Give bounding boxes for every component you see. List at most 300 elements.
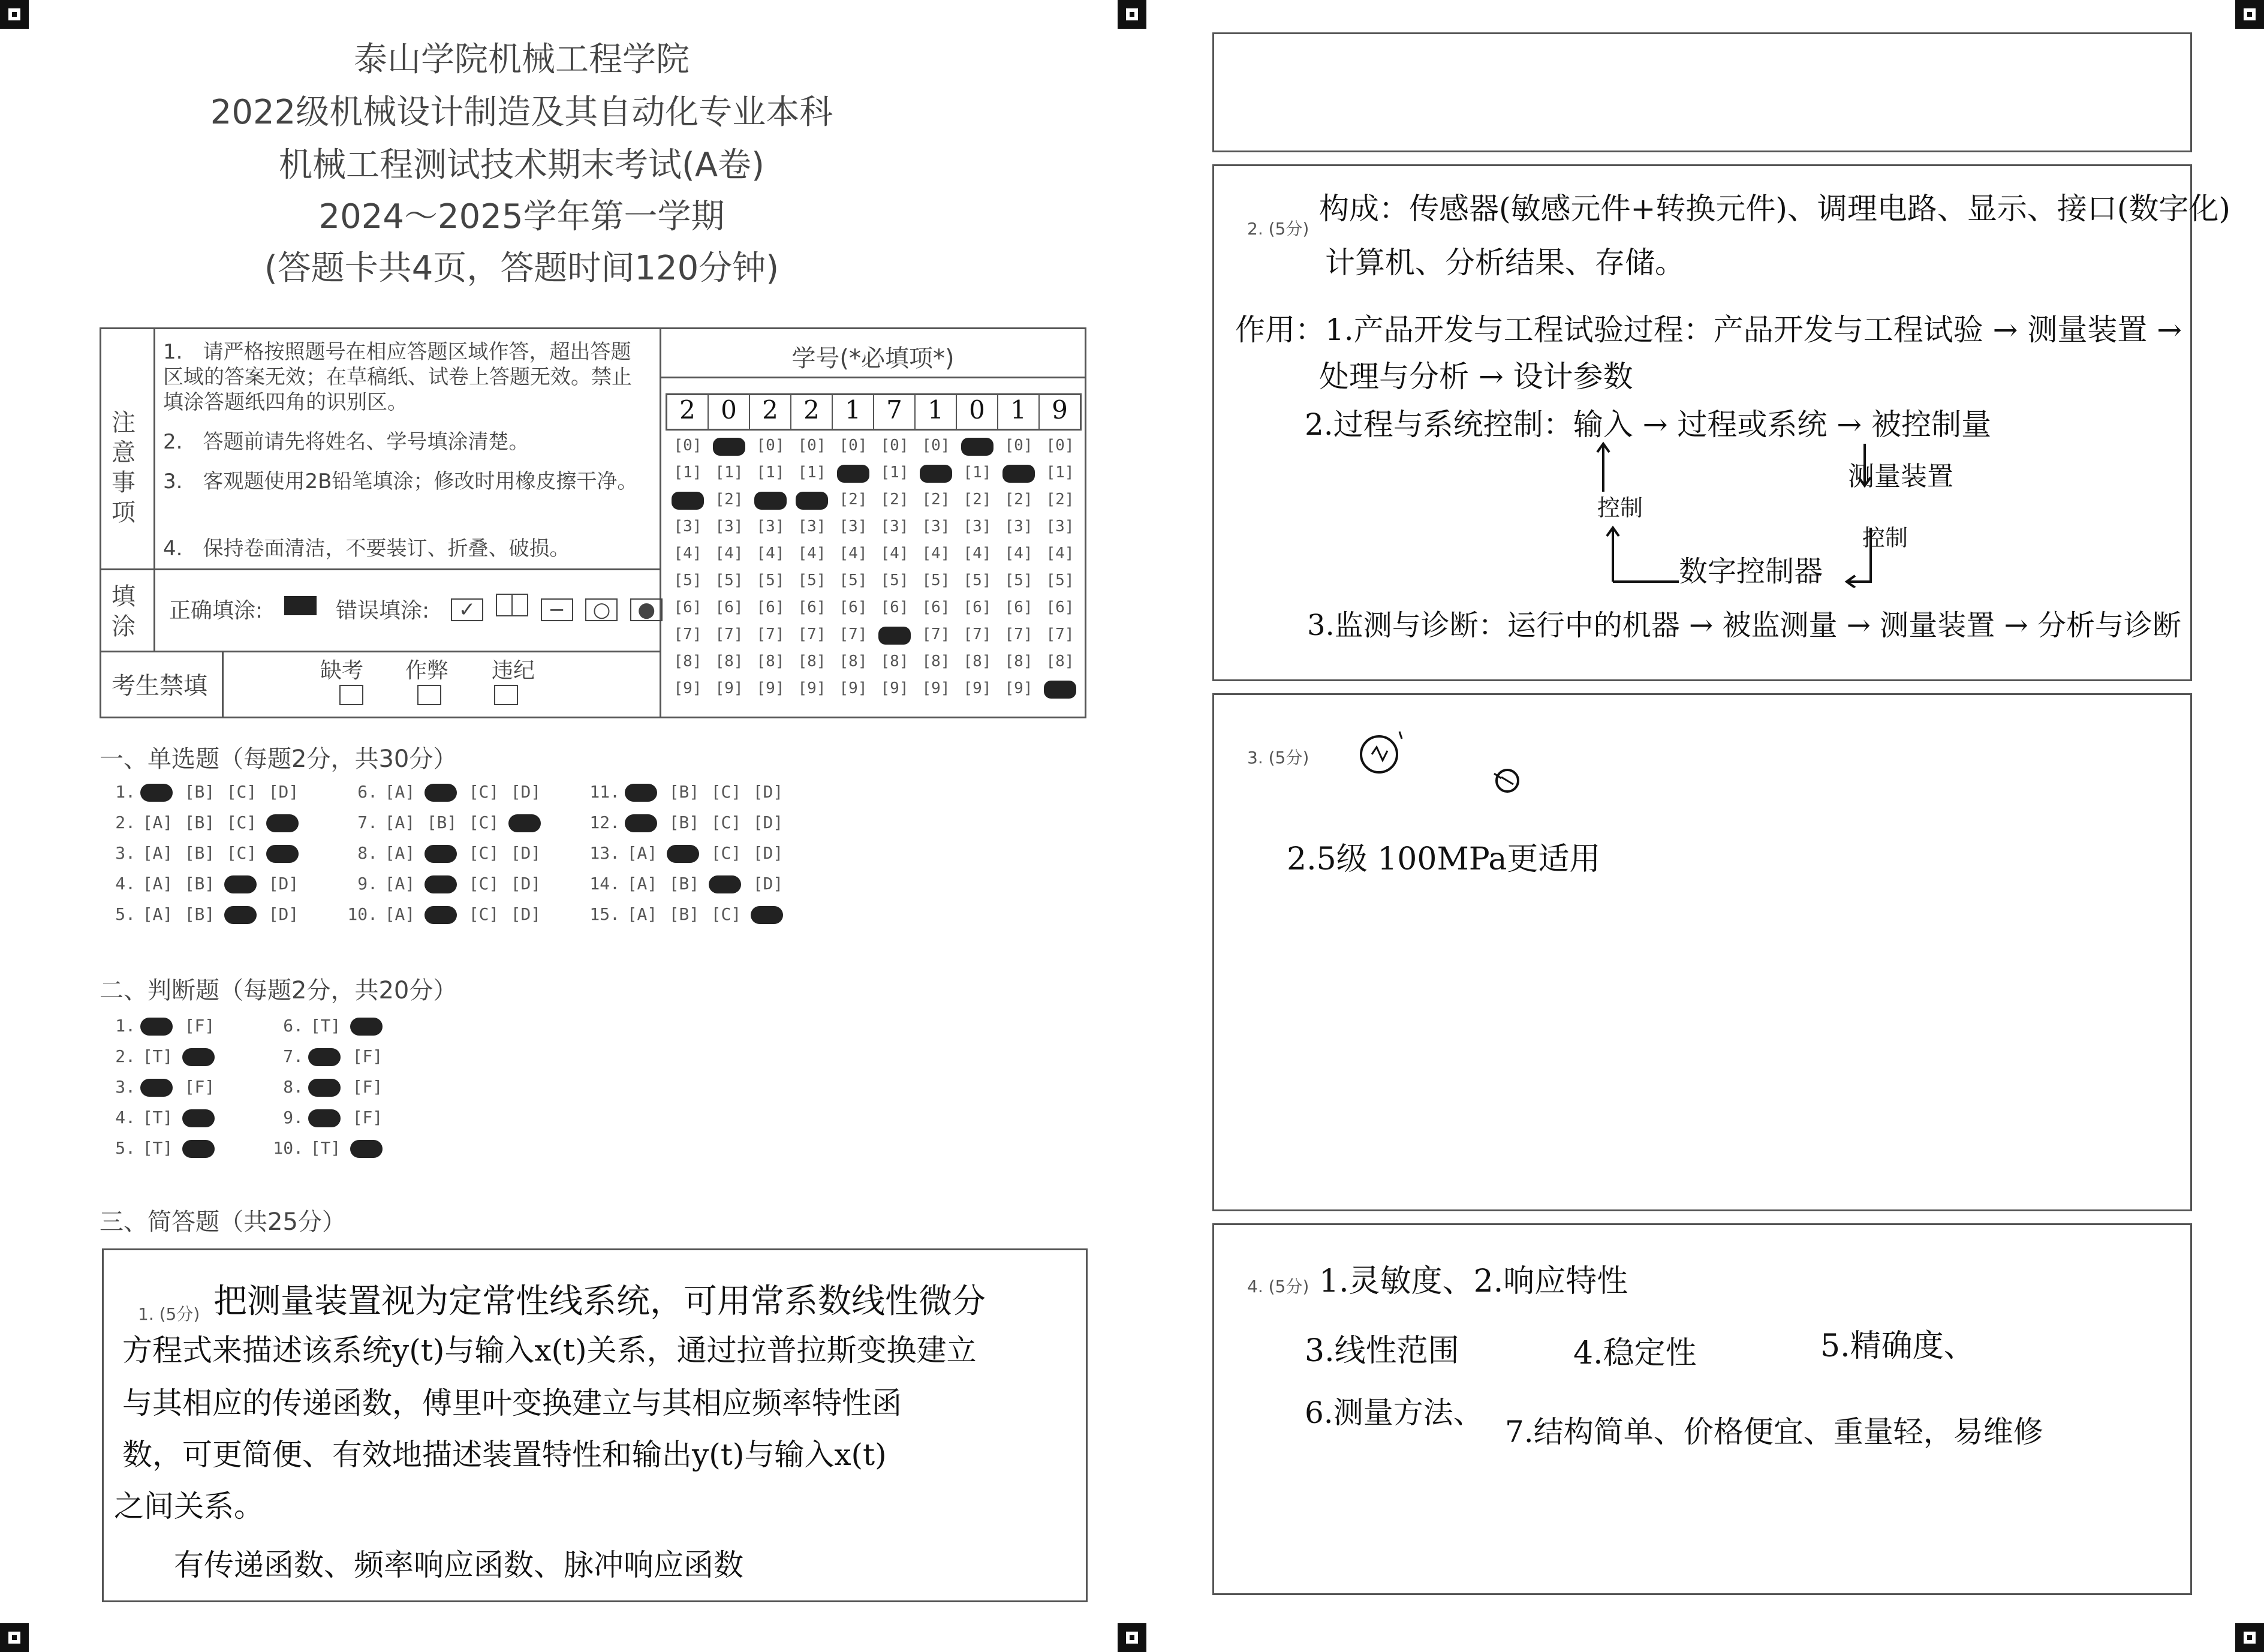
student-id-bubble[interactable]: [6]: [922, 598, 950, 616]
option-bubble[interactable]: [F]: [352, 1108, 383, 1127]
question-number: 13.: [589, 843, 620, 863]
student-id-bubble[interactable]: [9]: [1004, 679, 1033, 697]
student-id-bubble[interactable]: [1]: [715, 464, 743, 482]
filled-bubble[interactable]: [308, 1079, 341, 1097]
student-id-bubble[interactable]: [9]: [880, 679, 909, 697]
student-id-bubble[interactable]: [0]: [673, 437, 702, 455]
option-bubble[interactable]: [D]: [510, 904, 541, 924]
option-bubble[interactable]: [C]: [710, 904, 742, 924]
option-bubble[interactable]: [B]: [184, 904, 215, 924]
q1-line-2: 方程式来描述该系统y(t)与输入x(t)关系，通过拉普拉斯变换建立: [122, 1333, 977, 1368]
student-id-bubble-filled[interactable]: [669, 491, 706, 512]
filled-bubble[interactable]: [224, 875, 257, 893]
student-id-bubble[interactable]: [9]: [839, 679, 868, 697]
question-number: 4.: [115, 1108, 136, 1127]
correct-fill-sample: [284, 596, 317, 615]
option-bubble[interactable]: [C]: [710, 813, 742, 832]
q1-line-6: 有传递函数、频率响应函数、脉冲响应函数: [174, 1548, 743, 1582]
filled-bubble[interactable]: [424, 906, 457, 924]
filled-mark: [920, 465, 952, 483]
choice-question-row: [342, 904, 550, 924]
wrong-fill-label: 错误填涂:: [336, 598, 430, 623]
student-id-bubble[interactable]: [0]: [922, 437, 950, 455]
student-id-bubble[interactable]: [5]: [839, 571, 868, 589]
judge-question-row: [100, 1077, 224, 1097]
student-id-bubble[interactable]: [4]: [839, 544, 868, 562]
filled-bubble[interactable]: [350, 1140, 383, 1158]
option-bubble[interactable]: [C]: [468, 813, 499, 832]
student-id-bubble[interactable]: [7]: [963, 625, 992, 643]
student-id-bubble[interactable]: [4]: [1004, 544, 1033, 562]
student-id-bubble[interactable]: [9]: [673, 679, 702, 697]
filled-bubble[interactable]: [182, 1109, 215, 1127]
student-id-bubble[interactable]: [8]: [797, 652, 826, 670]
forbid-label: 考生禁填: [112, 672, 207, 700]
student-id-digit: 2: [791, 395, 833, 429]
q1-line-4: 数，可更简便、有效地描述装置特性和输出y(t)与输入x(t): [122, 1437, 887, 1472]
option-bubble[interactable]: [D]: [268, 874, 299, 893]
option-bubble[interactable]: [T]: [142, 1108, 173, 1127]
option-bubble[interactable]: [D]: [752, 843, 784, 863]
option-bubble[interactable]: [B]: [184, 874, 215, 893]
choice-question-row: [584, 813, 793, 832]
student-id-bubble[interactable]: [8]: [756, 652, 785, 670]
option-bubble[interactable]: [B]: [184, 813, 215, 832]
student-id-bubble[interactable]: [6]: [839, 598, 868, 616]
student-id-bubble[interactable]: [2]: [1004, 491, 1033, 508]
judge-question-row: [100, 1108, 224, 1127]
filled-mark: [961, 438, 993, 456]
filled-bubble[interactable]: [424, 784, 457, 802]
choice-question-row: [342, 813, 550, 832]
option-bubble[interactable]: [C]: [226, 782, 257, 802]
student-id-bubble-filled[interactable]: [1041, 679, 1079, 701]
q2-digital-controller: 数字控制器: [1679, 555, 1823, 588]
option-bubble[interactable]: [D]: [268, 904, 299, 924]
student-id-digit: 2: [667, 395, 709, 429]
student-id-bubble[interactable]: [7]: [1046, 625, 1074, 643]
filled-mark: [878, 627, 911, 645]
filled-mark: [713, 438, 745, 456]
student-id-bubble[interactable]: [7]: [756, 625, 785, 643]
filled-bubble[interactable]: [182, 1140, 215, 1158]
choice-question-row: [342, 843, 550, 863]
student-id-bubble-filled[interactable]: [917, 464, 955, 485]
judge-question-row: [100, 1046, 224, 1066]
student-id-bubble[interactable]: [5]: [1004, 571, 1033, 589]
filled-bubble[interactable]: [140, 1018, 173, 1036]
student-id-digit: 1: [916, 395, 957, 429]
q2-control-loop-arrows: [1559, 432, 1943, 588]
student-id-bubble-filled[interactable]: [835, 464, 872, 485]
question-number: 11.: [589, 782, 620, 802]
notice-item-2: 2. 答题前请先将姓名、学号填涂清楚。: [163, 430, 529, 454]
wrong-fill-samples: ✓ − ○ ●: [451, 594, 663, 622]
q2-line-1: 构成：传感器(敏感元件+转换元件)、调理电路、显示、接口(数字化): [1319, 191, 2230, 226]
student-id-bubble[interactable]: [7]: [1004, 625, 1033, 643]
student-id-bubble[interactable]: [1]: [880, 464, 909, 482]
choice-question-row: [584, 904, 793, 924]
student-id-bubble[interactable]: [9]: [922, 679, 950, 697]
header-info: (答题卡共4页，答题时间120分钟): [264, 249, 779, 288]
option-bubble[interactable]: [A]: [627, 904, 658, 924]
option-bubble[interactable]: [D]: [510, 843, 541, 863]
option-bubble[interactable]: [T]: [310, 1016, 341, 1036]
option-bubble[interactable]: [A]: [142, 874, 173, 893]
choice-question-row: [100, 874, 308, 893]
student-id-bubble[interactable]: [2]: [1046, 491, 1074, 508]
student-id-bubble[interactable]: [5]: [715, 571, 743, 589]
student-id-bubble[interactable]: [7]: [673, 625, 702, 643]
q2-measure-device: 测量装置: [1848, 461, 1953, 492]
filled-bubble[interactable]: [140, 784, 173, 802]
option-bubble[interactable]: [B]: [669, 782, 700, 802]
choice-question-row: [100, 813, 308, 832]
q2-line-monitor: 3.监测与诊断：运行中的机器 → 被监测量 → 测量装置 → 分析与诊断: [1307, 609, 2182, 642]
question-number: 5.: [115, 904, 136, 924]
student-id-bubble[interactable]: [0]: [880, 437, 909, 455]
student-id-bubble[interactable]: [1]: [963, 464, 992, 482]
student-id-bubble[interactable]: [1]: [756, 464, 785, 482]
q2-line-5: 2.过程与系统控制：输入 → 过程或系统 → 被控制量: [1305, 407, 1992, 442]
question-number: 9.: [357, 874, 378, 893]
student-id-bubble-filled[interactable]: [752, 491, 789, 512]
student-id-bubble[interactable]: [1]: [673, 464, 702, 482]
filled-bubble[interactable]: [182, 1048, 215, 1066]
student-id-bubble[interactable]: [9]: [715, 679, 743, 697]
student-id-bubble[interactable]: [3]: [1004, 517, 1033, 535]
section2-title: 二、判断题（每题2分，共20分）: [100, 977, 457, 1004]
corner-marker-top-right: [2235, 0, 2264, 29]
filled-bubble[interactable]: [709, 875, 741, 893]
judge-question-row: [267, 1046, 392, 1066]
notice-item-3: 3. 客观题使用2B铅笔填涂；修改时用橡皮擦干净。: [163, 470, 638, 494]
cheat-label: 作弊: [405, 658, 449, 683]
choice-question-row: [584, 782, 793, 802]
option-bubble[interactable]: [A]: [384, 843, 416, 863]
option-bubble[interactable]: [B]: [669, 904, 700, 924]
student-id-bubble[interactable]: [2]: [922, 491, 950, 508]
student-id-bubble[interactable]: [9]: [756, 679, 785, 697]
choice-question-row: [584, 843, 793, 863]
section3-title: 三、简答题（共25分）: [100, 1208, 346, 1236]
q4-line-6: 7.结构简单、价格便宜、重量轻，易维修: [1505, 1415, 2043, 1449]
option-bubble[interactable]: [D]: [510, 782, 541, 802]
student-id-bubble[interactable]: [3]: [715, 517, 743, 535]
filled-mark: [672, 492, 704, 510]
choice-question-row: [100, 843, 308, 863]
student-id-bubble[interactable]: [5]: [880, 571, 909, 589]
student-id-digit: 0: [957, 395, 998, 429]
student-id-bubble[interactable]: [0]: [797, 437, 826, 455]
option-bubble[interactable]: [A]: [384, 874, 416, 893]
student-id-bubble[interactable]: [3]: [839, 517, 868, 535]
q4-line-1: 1.灵敏度、2.响应特性: [1319, 1263, 1628, 1299]
notice-item-1: 1. 请严格按照题号在相应答题区域作答，超出答题区域的答案无效；在草稿纸、试卷上答题无效。禁止填涂答题纸四角的识别区。: [163, 340, 632, 414]
question-number: 5.: [115, 1138, 136, 1158]
cheat-checkbox[interactable]: [417, 685, 441, 705]
filled-mark: [754, 492, 787, 510]
q4-line-3: 4.稳定性: [1573, 1335, 1697, 1371]
q3-label: 3. (5分): [1247, 748, 1309, 768]
student-id-bubble[interactable]: [4]: [673, 544, 702, 562]
option-bubble[interactable]: [A]: [627, 874, 658, 893]
q4-label: 4. (5分): [1247, 1277, 1309, 1296]
filled-bubble[interactable]: [625, 784, 657, 802]
student-id-bubble[interactable]: [2]: [839, 491, 868, 508]
q3-line-1: 2.5级 100MPa更适用: [1287, 841, 1601, 877]
option-bubble[interactable]: [D]: [268, 782, 299, 802]
student-id-bubble[interactable]: [3]: [756, 517, 785, 535]
student-id-bubble-filled[interactable]: [793, 491, 830, 512]
corner-marker-top-left: [0, 0, 29, 29]
question-number: 4.: [115, 874, 136, 893]
option-bubble[interactable]: [D]: [752, 813, 784, 832]
question-number: 15.: [589, 904, 620, 924]
student-id-bubble[interactable]: [6]: [715, 598, 743, 616]
option-bubble[interactable]: [C]: [468, 782, 499, 802]
filled-bubble[interactable]: [751, 906, 783, 924]
option-bubble[interactable]: [C]: [468, 874, 499, 893]
option-bubble[interactable]: [A]: [384, 813, 416, 832]
student-id-bubble[interactable]: [4]: [1046, 544, 1074, 562]
option-bubble[interactable]: [A]: [142, 813, 173, 832]
student-id-bubble[interactable]: [1]: [1046, 464, 1074, 482]
question-number: 10.: [273, 1138, 303, 1158]
student-id-bubble[interactable]: [3]: [880, 517, 909, 535]
question-number: 10.: [347, 904, 378, 924]
option-bubble[interactable]: [B]: [184, 843, 215, 863]
student-id-bubble[interactable]: [0]: [839, 437, 868, 455]
q1-label: 1. (5分): [138, 1304, 200, 1324]
student-id-bubble[interactable]: [7]: [715, 625, 743, 643]
option-bubble[interactable]: [D]: [510, 874, 541, 893]
student-id-bubble[interactable]: [3]: [673, 517, 702, 535]
student-id-bubble[interactable]: [6]: [963, 598, 992, 616]
option-bubble[interactable]: [F]: [352, 1077, 383, 1097]
student-id-bubble[interactable]: [7]: [797, 625, 826, 643]
corner-marker-bottom-center: [1118, 1623, 1146, 1652]
student-id-bubble[interactable]: [3]: [963, 517, 992, 535]
violation-checkbox[interactable]: [494, 685, 518, 705]
student-id-bubble[interactable]: [6]: [1004, 598, 1033, 616]
q2-line-2: 计算机、分析结果、存储。: [1325, 245, 1685, 280]
option-bubble[interactable]: [B]: [669, 813, 700, 832]
student-id-digit: 1: [998, 395, 1040, 429]
option-bubble[interactable]: [C]: [710, 843, 742, 863]
option-bubble[interactable]: [C]: [710, 782, 742, 802]
student-id-bubble[interactable]: [4]: [963, 544, 992, 562]
student-id-bubble[interactable]: [0]: [756, 437, 785, 455]
student-id-bubble[interactable]: [2]: [963, 491, 992, 508]
q4-line-4: 5.精确度、: [1820, 1328, 1975, 1364]
section1-answer-grid[interactable]: [100, 782, 819, 938]
judge-question-row: [267, 1108, 392, 1127]
q1-line-5: 之间关系。: [114, 1489, 264, 1524]
question-number: 7.: [283, 1046, 303, 1066]
student-id-bubble[interactable]: [0]: [1004, 437, 1033, 455]
filled-bubble[interactable]: [308, 1109, 341, 1127]
option-bubble[interactable]: [A]: [384, 782, 416, 802]
option-bubble[interactable]: [F]: [184, 1077, 215, 1097]
option-bubble[interactable]: [C]: [468, 904, 499, 924]
student-id-bubble[interactable]: [5]: [922, 571, 950, 589]
student-id-digit: 9: [1052, 395, 1068, 425]
choice-question-row: [100, 782, 308, 802]
filled-bubble[interactable]: [266, 814, 299, 832]
student-id-bubble[interactable]: [6]: [756, 598, 785, 616]
q1-line-1: 把测量装置视为定常性线系统，可用常系数线性微分: [213, 1282, 986, 1321]
student-id-bubble[interactable]: [2]: [880, 491, 909, 508]
student-id-bubble[interactable]: [9]: [797, 679, 826, 697]
section2-answer-grid[interactable]: [100, 1016, 579, 1172]
option-bubble[interactable]: [F]: [184, 1016, 215, 1036]
student-id-bubble[interactable]: [4]: [922, 544, 950, 562]
student-id-bubble[interactable]: [4]: [756, 544, 785, 562]
corner-marker-bottom-right: [2235, 1623, 2264, 1652]
judge-question-row: [267, 1016, 392, 1036]
student-id-bubble-filled[interactable]: [876, 625, 913, 647]
fill-label: 填涂: [112, 583, 136, 640]
q3-sketch: [1355, 723, 1535, 801]
student-id-bubble[interactable]: [4]: [715, 544, 743, 562]
option-bubble[interactable]: [B]: [426, 813, 457, 832]
q2-control-left: 控制: [1597, 495, 1643, 521]
student-id-title: 学号(*必填项*): [791, 345, 955, 372]
student-id-bubble[interactable]: [5]: [673, 571, 702, 589]
notice-label: 注意事项: [112, 409, 136, 526]
student-id-bubble[interactable]: [0]: [1046, 437, 1074, 455]
student-id-bubble[interactable]: [6]: [1046, 598, 1074, 616]
option-bubble[interactable]: [A]: [627, 843, 658, 863]
option-bubble[interactable]: [C]: [226, 843, 257, 863]
filled-mark: [796, 492, 828, 510]
absent-label: 缺考: [320, 658, 364, 683]
header-semester: 2024～2025学年第一学期: [318, 197, 725, 236]
student-id-bubble-filled[interactable]: [1000, 464, 1037, 485]
student-id-bubble[interactable]: [7]: [922, 625, 950, 643]
top-blank-box: [1212, 32, 2192, 152]
filled-bubble[interactable]: [350, 1018, 383, 1036]
filled-mark: [1002, 465, 1035, 483]
filled-bubble[interactable]: [308, 1048, 341, 1066]
student-id-bubble[interactable]: [3]: [922, 517, 950, 535]
option-bubble[interactable]: [C]: [468, 843, 499, 863]
question-number: 2.: [115, 813, 136, 832]
choice-question-row: [100, 904, 308, 924]
corner-marker-bottom-left: [0, 1623, 29, 1652]
judge-question-row: [267, 1138, 392, 1158]
question-number: 3.: [115, 1077, 136, 1097]
filled-bubble[interactable]: [266, 845, 299, 863]
student-id-bubble-grid[interactable]: [669, 437, 1083, 712]
student-id-bubble[interactable]: [7]: [839, 625, 868, 643]
option-bubble[interactable]: [B]: [669, 874, 700, 893]
judge-question-row: [267, 1077, 392, 1097]
notice-item-4: 4. 保持卷面清洁，不要装订、折叠、破损。: [163, 537, 570, 561]
q2-line-4: 处理与分析 → 设计参数: [1319, 359, 1633, 394]
option-bubble[interactable]: [F]: [352, 1046, 383, 1066]
student-id-bubble[interactable]: [8]: [673, 652, 702, 670]
option-bubble[interactable]: [D]: [752, 874, 784, 893]
student-id-digit: 0: [709, 395, 750, 429]
student-id-digit: 2: [750, 395, 791, 429]
option-bubble[interactable]: [T]: [142, 1046, 173, 1066]
header-school: 泰山学院机械工程学院: [354, 40, 690, 79]
q4-line-5: 6.测量方法、: [1305, 1395, 1483, 1430]
filled-bubble[interactable]: [424, 845, 457, 863]
q2-control-right: 控制: [1862, 525, 1908, 551]
student-id-bubble[interactable]: [6]: [880, 598, 909, 616]
student-id-bubble-filled[interactable]: [710, 437, 748, 458]
student-id-bubble[interactable]: [8]: [922, 652, 950, 670]
student-id-bubble[interactable]: [5]: [756, 571, 785, 589]
student-id-bubble[interactable]: [5]: [1046, 571, 1074, 589]
q2-label: 2. (5分): [1247, 219, 1309, 239]
student-id-bubble[interactable]: [8]: [880, 652, 909, 670]
filled-bubble[interactable]: [508, 814, 541, 832]
student-id-bubble[interactable]: [2]: [715, 491, 743, 508]
judge-question-row: [100, 1138, 224, 1158]
option-bubble[interactable]: [A]: [142, 843, 173, 863]
student-id-bubble[interactable]: [8]: [963, 652, 992, 670]
filled-bubble[interactable]: [224, 906, 257, 924]
header-exam: 机械工程测试技术期末考试(A卷): [278, 146, 764, 185]
student-id-digits[interactable]: [666, 393, 1082, 431]
filled-bubble[interactable]: [625, 814, 657, 832]
student-id-bubble[interactable]: [9]: [963, 679, 992, 697]
judge-question-row: [100, 1016, 224, 1036]
student-id-bubble[interactable]: [8]: [715, 652, 743, 670]
student-id-bubble[interactable]: [3]: [1046, 517, 1074, 535]
student-id-bubble[interactable]: [3]: [797, 517, 826, 535]
student-id-bubble[interactable]: [5]: [797, 571, 826, 589]
student-id-bubble[interactable]: [6]: [797, 598, 826, 616]
choice-question-row: [342, 874, 550, 893]
student-id-bubble[interactable]: [8]: [839, 652, 868, 670]
option-bubble[interactable]: [B]: [184, 782, 215, 802]
filled-mark: [1044, 681, 1076, 699]
student-id-bubble[interactable]: [8]: [1004, 652, 1033, 670]
student-id-bubble-filled[interactable]: [959, 437, 996, 458]
filled-bubble[interactable]: [667, 845, 699, 863]
q1-line-3: 与其相应的传递函数，傅里叶变换建立与其相应频率特性函: [122, 1386, 902, 1421]
student-id-bubble[interactable]: [5]: [963, 571, 992, 589]
student-id-bubble[interactable]: [1]: [797, 464, 826, 482]
student-id-digit: 1: [833, 395, 874, 429]
filled-bubble[interactable]: [424, 875, 457, 893]
option-bubble[interactable]: [T]: [310, 1138, 341, 1158]
option-bubble[interactable]: [C]: [226, 813, 257, 832]
student-id-bubble[interactable]: [4]: [880, 544, 909, 562]
student-id-bubble[interactable]: [6]: [673, 598, 702, 616]
absent-checkbox[interactable]: [339, 685, 363, 705]
option-bubble[interactable]: [T]: [142, 1138, 173, 1158]
choice-question-row: [342, 782, 550, 802]
q2-line-3: 作用：1.产品开发与工程试验过程：产品开发与工程试验 → 测量装置 →: [1235, 312, 2182, 347]
option-bubble[interactable]: [A]: [142, 904, 173, 924]
student-id-bubble[interactable]: [8]: [1046, 652, 1074, 670]
question-number: 12.: [589, 813, 620, 832]
question-number: 2.: [115, 1046, 136, 1066]
student-id-bubble[interactable]: [4]: [797, 544, 826, 562]
filled-bubble[interactable]: [140, 1079, 173, 1097]
question-number: 14.: [589, 874, 620, 893]
question-number: 1.: [115, 782, 136, 802]
option-bubble[interactable]: [D]: [752, 782, 784, 802]
correct-fill-label: 正确填涂:: [169, 598, 263, 623]
option-bubble[interactable]: [A]: [384, 904, 416, 924]
